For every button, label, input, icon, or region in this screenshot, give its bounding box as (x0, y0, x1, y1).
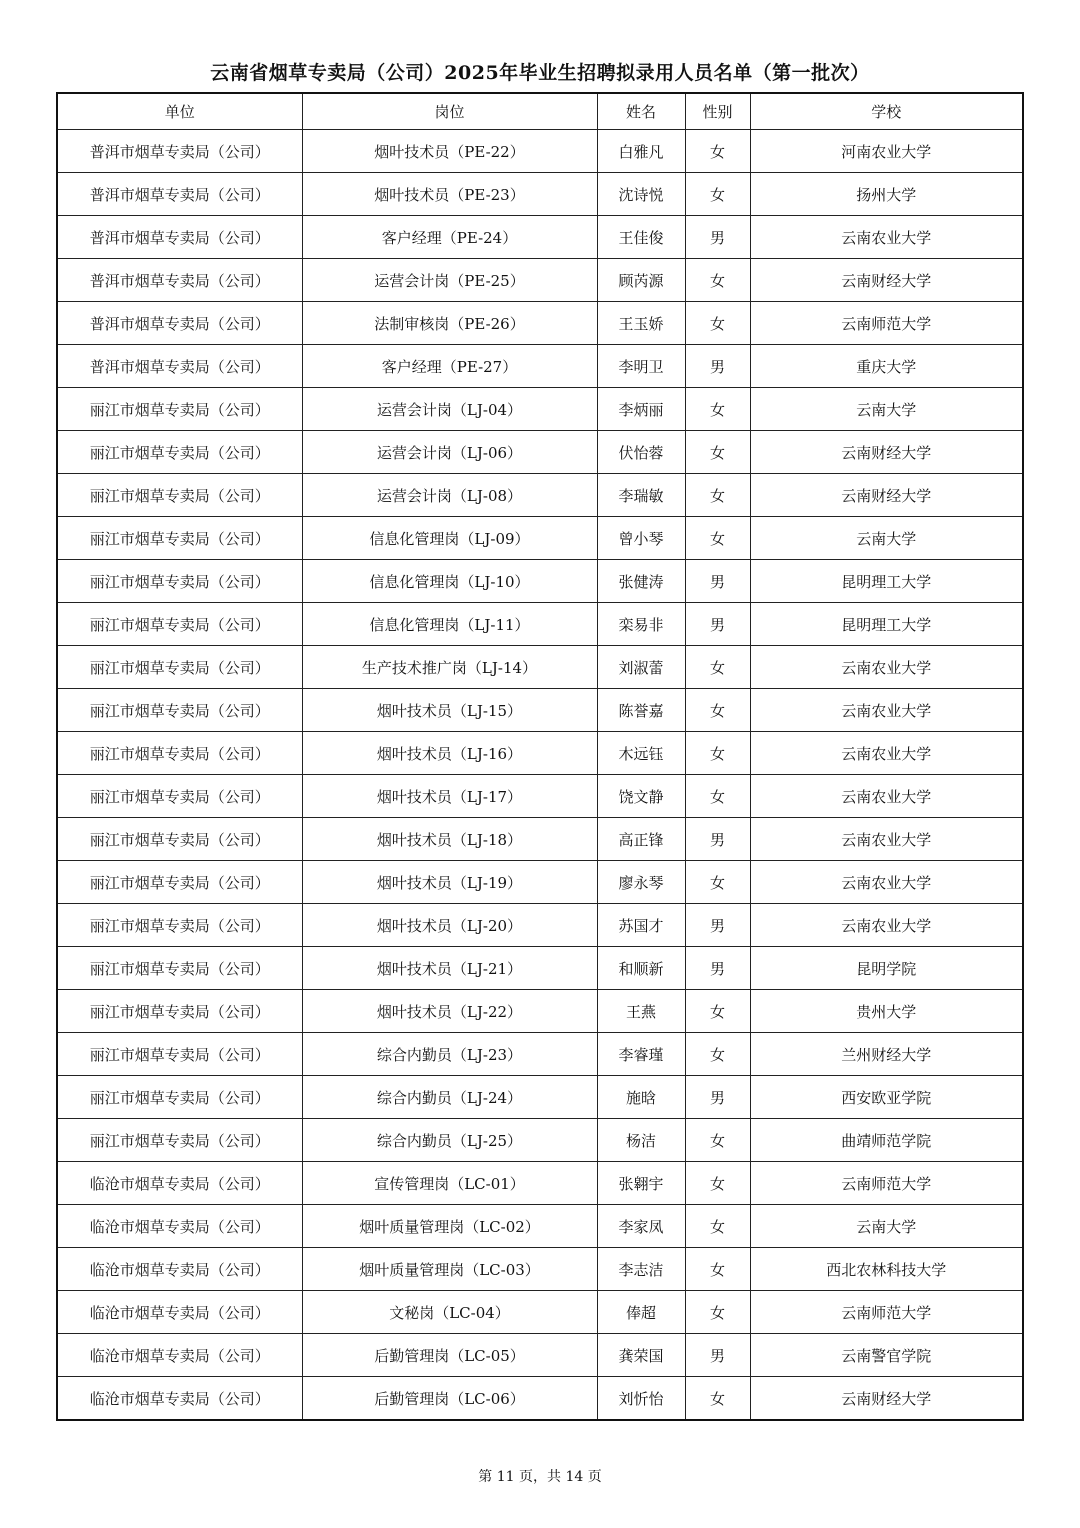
unit-cell: 临沧市烟草专卖局（公司） (57, 1291, 302, 1334)
name-cell: 白雅凡 (597, 130, 685, 173)
gender-cell: 女 (685, 646, 750, 689)
school-cell: 云南大学 (750, 388, 1023, 431)
school-cell: 云南财经大学 (750, 431, 1023, 474)
name-cell: 李炳丽 (597, 388, 685, 431)
position-cell: 烟叶质量管理岗（LC-03） (302, 1248, 597, 1291)
name-cell: 刘淑蕾 (597, 646, 685, 689)
header-school: 学校 (750, 93, 1023, 130)
school-cell: 云南大学 (750, 517, 1023, 560)
name-cell: 王玉娇 (597, 302, 685, 345)
gender-cell: 男 (685, 818, 750, 861)
name-cell: 杨洁 (597, 1119, 685, 1162)
position-cell: 烟叶技术员（LJ-20） (302, 904, 597, 947)
header-unit: 单位 (57, 93, 302, 130)
position-cell: 综合内勤员（LJ-23） (302, 1033, 597, 1076)
position-cell: 后勤管理岗（LC-06） (302, 1377, 597, 1421)
gender-cell: 女 (685, 517, 750, 560)
name-cell: 和顺新 (597, 947, 685, 990)
gender-cell: 男 (685, 560, 750, 603)
table-row (57, 474, 1023, 517)
unit-cell: 丽江市烟草专卖局（公司） (57, 947, 302, 990)
gender-cell: 女 (685, 689, 750, 732)
name-cell: 苏国才 (597, 904, 685, 947)
school-cell: 昆明理工大学 (750, 560, 1023, 603)
position-cell: 运营会计岗（LJ-04） (302, 388, 597, 431)
name-cell: 陈誉嘉 (597, 689, 685, 732)
school-cell: 云南农业大学 (750, 732, 1023, 775)
gender-cell: 男 (685, 904, 750, 947)
gender-cell: 女 (685, 474, 750, 517)
unit-cell: 丽江市烟草专卖局（公司） (57, 431, 302, 474)
position-cell: 烟叶技术员（LJ-17） (302, 775, 597, 818)
name-cell: 施晗 (597, 1076, 685, 1119)
name-cell: 曾小琴 (597, 517, 685, 560)
name-cell: 沈诗悦 (597, 173, 685, 216)
unit-cell: 临沧市烟草专卖局（公司） (57, 1377, 302, 1421)
school-cell: 贵州大学 (750, 990, 1023, 1033)
unit-cell: 普洱市烟草专卖局（公司） (57, 130, 302, 173)
name-cell: 李明卫 (597, 345, 685, 388)
school-cell: 曲靖师范学院 (750, 1119, 1023, 1162)
gender-cell: 女 (685, 861, 750, 904)
table-row (57, 947, 1023, 990)
gender-cell: 女 (685, 1162, 750, 1205)
school-cell: 云南农业大学 (750, 904, 1023, 947)
unit-cell: 普洱市烟草专卖局（公司） (57, 302, 302, 345)
gender-cell: 男 (685, 216, 750, 259)
gender-cell: 女 (685, 1291, 750, 1334)
table-row (57, 603, 1023, 646)
name-cell: 顾芮源 (597, 259, 685, 302)
name-cell: 李睿瑾 (597, 1033, 685, 1076)
position-cell: 烟叶技术员（LJ-16） (302, 732, 597, 775)
gender-cell: 女 (685, 1119, 750, 1162)
gender-cell: 女 (685, 431, 750, 474)
name-cell: 李志洁 (597, 1248, 685, 1291)
page-footer: 第 11 页，共 14 页 (478, 1469, 602, 1485)
school-cell: 云南财经大学 (750, 1377, 1023, 1421)
table-row (57, 1377, 1023, 1421)
unit-cell: 丽江市烟草专卖局（公司） (57, 818, 302, 861)
gender-cell: 男 (685, 947, 750, 990)
table-row (57, 818, 1023, 861)
position-cell: 烟叶技术员（LJ-21） (302, 947, 597, 990)
table-row (57, 259, 1023, 302)
gender-cell: 女 (685, 388, 750, 431)
table-row (57, 1334, 1023, 1377)
table-row (57, 431, 1023, 474)
table-body (57, 130, 1023, 1421)
name-cell: 高正锋 (597, 818, 685, 861)
school-cell: 云南财经大学 (750, 474, 1023, 517)
name-cell: 李瑞敏 (597, 474, 685, 517)
school-cell: 云南警官学院 (750, 1334, 1023, 1377)
unit-cell: 临沧市烟草专卖局（公司） (57, 1334, 302, 1377)
school-cell: 云南农业大学 (750, 861, 1023, 904)
gender-cell: 男 (685, 1076, 750, 1119)
school-cell: 云南师范大学 (750, 302, 1023, 345)
unit-cell: 普洱市烟草专卖局（公司） (57, 216, 302, 259)
table-row (57, 689, 1023, 732)
table-row (57, 1291, 1023, 1334)
gender-cell: 女 (685, 302, 750, 345)
unit-cell: 临沧市烟草专卖局（公司） (57, 1162, 302, 1205)
gender-cell: 男 (685, 603, 750, 646)
table-row (57, 345, 1023, 388)
unit-cell: 丽江市烟草专卖局（公司） (57, 775, 302, 818)
position-cell: 客户经理（PE-24） (302, 216, 597, 259)
school-cell: 云南农业大学 (750, 775, 1023, 818)
school-cell: 扬州大学 (750, 173, 1023, 216)
table-row (57, 1248, 1023, 1291)
table-row (57, 302, 1023, 345)
unit-cell: 普洱市烟草专卖局（公司） (57, 259, 302, 302)
name-cell: 木远钰 (597, 732, 685, 775)
table-row (57, 990, 1023, 1033)
position-cell: 烟叶技术员（LJ-18） (302, 818, 597, 861)
name-cell: 龚荣国 (597, 1334, 685, 1377)
school-cell: 云南农业大学 (750, 818, 1023, 861)
school-cell: 云南农业大学 (750, 689, 1023, 732)
position-cell: 生产技术推广岗（LJ-14） (302, 646, 597, 689)
name-cell: 张健涛 (597, 560, 685, 603)
gender-cell: 女 (685, 259, 750, 302)
school-cell: 昆明学院 (750, 947, 1023, 990)
document-title: 云南省烟草专卖局（公司）2025年毕业生招聘拟录用人员名单（第一批次） (210, 62, 870, 84)
table-row (57, 517, 1023, 560)
unit-cell: 丽江市烟草专卖局（公司） (57, 474, 302, 517)
gender-cell: 男 (685, 345, 750, 388)
school-cell: 云南师范大学 (750, 1162, 1023, 1205)
table-row (57, 775, 1023, 818)
position-cell: 综合内勤员（LJ-25） (302, 1119, 597, 1162)
header-position: 岗位 (302, 93, 597, 130)
position-cell: 运营会计岗（LJ-06） (302, 431, 597, 474)
name-cell: 廖永琴 (597, 861, 685, 904)
position-cell: 客户经理（PE-27） (302, 345, 597, 388)
unit-cell: 丽江市烟草专卖局（公司） (57, 1076, 302, 1119)
unit-cell: 普洱市烟草专卖局（公司） (57, 345, 302, 388)
unit-cell: 丽江市烟草专卖局（公司） (57, 1033, 302, 1076)
hiring-list-table (56, 92, 1024, 1421)
unit-cell: 丽江市烟草专卖局（公司） (57, 861, 302, 904)
table-row (57, 646, 1023, 689)
school-cell: 云南大学 (750, 1205, 1023, 1248)
school-cell: 河南农业大学 (750, 130, 1023, 173)
name-cell: 刘忻怡 (597, 1377, 685, 1421)
school-cell: 西安欧亚学院 (750, 1076, 1023, 1119)
gender-cell: 女 (685, 1033, 750, 1076)
school-cell: 云南财经大学 (750, 259, 1023, 302)
table-row (57, 1076, 1023, 1119)
position-cell: 综合内勤员（LJ-24） (302, 1076, 597, 1119)
unit-cell: 丽江市烟草专卖局（公司） (57, 904, 302, 947)
name-cell: 饶文静 (597, 775, 685, 818)
position-cell: 信息化管理岗（LJ-10） (302, 560, 597, 603)
school-cell: 西北农林科技大学 (750, 1248, 1023, 1291)
school-cell: 重庆大学 (750, 345, 1023, 388)
unit-cell: 丽江市烟草专卖局（公司） (57, 990, 302, 1033)
gender-cell: 女 (685, 130, 750, 173)
gender-cell: 女 (685, 1377, 750, 1421)
unit-cell: 普洱市烟草专卖局（公司） (57, 173, 302, 216)
gender-cell: 女 (685, 732, 750, 775)
name-cell: 伏怡蓉 (597, 431, 685, 474)
school-cell: 兰州财经大学 (750, 1033, 1023, 1076)
position-cell: 宣传管理岗（LC-01） (302, 1162, 597, 1205)
position-cell: 信息化管理岗（LJ-09） (302, 517, 597, 560)
table-row (57, 560, 1023, 603)
gender-cell: 女 (685, 1248, 750, 1291)
position-cell: 运营会计岗（PE-25） (302, 259, 597, 302)
school-cell: 云南农业大学 (750, 216, 1023, 259)
table-row (57, 1119, 1023, 1162)
table-row (57, 1205, 1023, 1248)
gender-cell: 女 (685, 173, 750, 216)
gender-cell: 女 (685, 775, 750, 818)
unit-cell: 丽江市烟草专卖局（公司） (57, 1119, 302, 1162)
gender-cell: 女 (685, 1205, 750, 1248)
name-cell: 王佳俊 (597, 216, 685, 259)
table-row (57, 173, 1023, 216)
position-cell: 运营会计岗（LJ-08） (302, 474, 597, 517)
unit-cell: 临沧市烟草专卖局（公司） (57, 1205, 302, 1248)
unit-cell: 丽江市烟草专卖局（公司） (57, 517, 302, 560)
header-gender: 性别 (685, 93, 750, 130)
name-cell: 王燕 (597, 990, 685, 1033)
gender-cell: 男 (685, 1334, 750, 1377)
unit-cell: 临沧市烟草专卖局（公司） (57, 1248, 302, 1291)
unit-cell: 丽江市烟草专卖局（公司） (57, 646, 302, 689)
table-header-row (57, 93, 1023, 130)
table-row (57, 732, 1023, 775)
unit-cell: 丽江市烟草专卖局（公司） (57, 689, 302, 732)
position-cell: 信息化管理岗（LJ-11） (302, 603, 597, 646)
unit-cell: 丽江市烟草专卖局（公司） (57, 560, 302, 603)
position-cell: 烟叶技术员（PE-22） (302, 130, 597, 173)
position-cell: 后勤管理岗（LC-05） (302, 1334, 597, 1377)
position-cell: 烟叶技术员（LJ-15） (302, 689, 597, 732)
table-row (57, 861, 1023, 904)
school-cell: 昆明理工大学 (750, 603, 1023, 646)
name-cell: 张翱宇 (597, 1162, 685, 1205)
name-cell: 俸超 (597, 1291, 685, 1334)
table-row (57, 1162, 1023, 1205)
unit-cell: 丽江市烟草专卖局（公司） (57, 732, 302, 775)
position-cell: 文秘岗（LC-04） (302, 1291, 597, 1334)
position-cell: 烟叶技术员（PE-23） (302, 173, 597, 216)
position-cell: 烟叶技术员（LJ-22） (302, 990, 597, 1033)
table-row (57, 1033, 1023, 1076)
school-cell: 云南师范大学 (750, 1291, 1023, 1334)
unit-cell: 丽江市烟草专卖局（公司） (57, 388, 302, 431)
position-cell: 烟叶技术员（LJ-19） (302, 861, 597, 904)
name-cell: 栾易非 (597, 603, 685, 646)
unit-cell: 丽江市烟草专卖局（公司） (57, 603, 302, 646)
name-cell: 李家凤 (597, 1205, 685, 1248)
table-row (57, 130, 1023, 173)
header-name: 姓名 (597, 93, 685, 130)
table-row (57, 388, 1023, 431)
position-cell: 法制审核岗（PE-26） (302, 302, 597, 345)
school-cell: 云南农业大学 (750, 646, 1023, 689)
gender-cell: 女 (685, 990, 750, 1033)
position-cell: 烟叶质量管理岗（LC-02） (302, 1205, 597, 1248)
table-row (57, 216, 1023, 259)
table-row (57, 904, 1023, 947)
